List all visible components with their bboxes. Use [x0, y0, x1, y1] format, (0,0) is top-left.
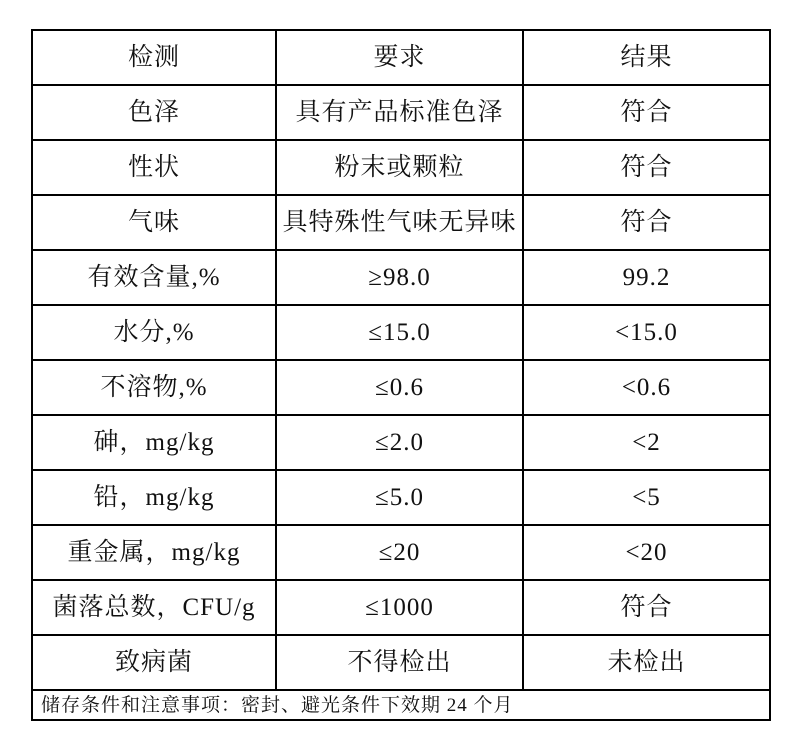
requirement-cell: 具特殊性气味无异味 [276, 195, 523, 250]
test-name-cell: 有效含量,% [32, 250, 276, 305]
table-row [32, 195, 770, 250]
test-name-cell: 色泽 [32, 85, 276, 140]
table-row [32, 635, 770, 690]
requirement-cell: ≤1000 [276, 580, 523, 635]
table-row [32, 580, 770, 635]
table-row [32, 525, 770, 580]
table-row [32, 470, 770, 525]
result-cell: 符合 [523, 140, 770, 195]
requirement-cell: ≤20 [276, 525, 523, 580]
table-row [32, 85, 770, 140]
table-row [32, 305, 770, 360]
requirement-cell: ≤0.6 [276, 360, 523, 415]
requirement-cell: 具有产品标准色泽 [276, 85, 523, 140]
test-name-cell: 不溶物,% [32, 360, 276, 415]
requirement-cell: 不得检出 [276, 635, 523, 690]
result-cell: <5 [523, 470, 770, 525]
column-header-requirement: 要求 [276, 30, 523, 85]
inspection-table [31, 29, 771, 721]
header-row [32, 30, 770, 85]
footer-row [32, 690, 770, 720]
test-name-cell: 气味 [32, 195, 276, 250]
column-header-test: 检测 [32, 30, 276, 85]
test-name-cell: 砷，mg/kg [32, 415, 276, 470]
result-cell: 未检出 [523, 635, 770, 690]
requirement-cell: ≤5.0 [276, 470, 523, 525]
result-cell: 符合 [523, 580, 770, 635]
test-name-cell: 水分,% [32, 305, 276, 360]
test-name-cell: 性状 [32, 140, 276, 195]
test-name-cell: 致病菌 [32, 635, 276, 690]
requirement-cell: 粉末或颗粒 [276, 140, 523, 195]
requirement-cell: ≥98.0 [276, 250, 523, 305]
table-row [32, 140, 770, 195]
result-cell: 符合 [523, 195, 770, 250]
result-cell: 符合 [523, 85, 770, 140]
result-cell: <2 [523, 415, 770, 470]
result-cell: <20 [523, 525, 770, 580]
requirement-cell: ≤2.0 [276, 415, 523, 470]
test-name-cell: 重金属，mg/kg [32, 525, 276, 580]
table-row [32, 360, 770, 415]
result-cell: 99.2 [523, 250, 770, 305]
storage-conditions-note: 储存条件和注意事项：密封、避光条件下效期 24 个月 [32, 690, 770, 720]
table-row [32, 250, 770, 305]
result-cell: <0.6 [523, 360, 770, 415]
table-row [32, 415, 770, 470]
requirement-cell: ≤15.0 [276, 305, 523, 360]
test-name-cell: 铅，mg/kg [32, 470, 276, 525]
column-header-result: 结果 [523, 30, 770, 85]
test-name-cell: 菌落总数，CFU/g [32, 580, 276, 635]
result-cell: <15.0 [523, 305, 770, 360]
